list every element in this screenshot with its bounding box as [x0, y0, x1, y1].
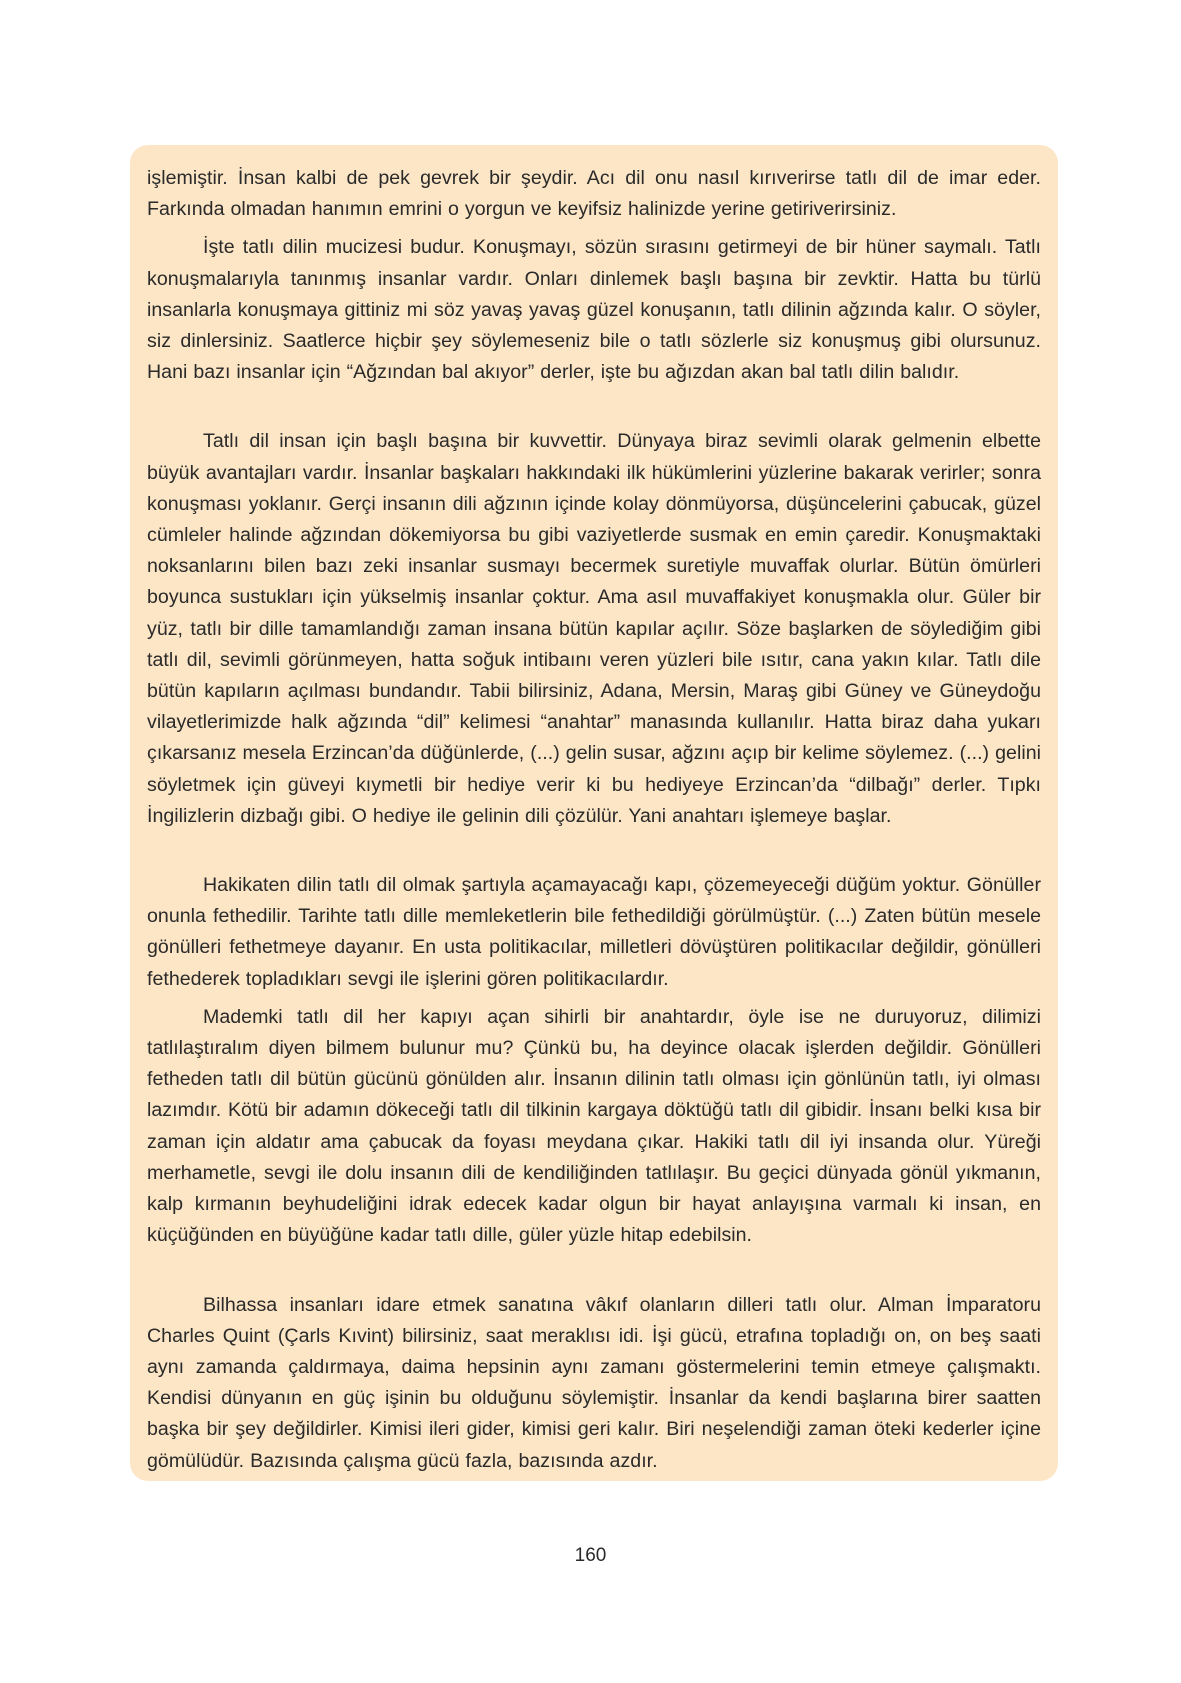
- paragraph-1: işlemiştir. İnsan kalbi de pek gevrek bir şeydir. Acı dil onu nasıl kırıverirse tatlı dil de imar eder. Farkında olmadan hanımın emrini o yorgun ve keyifsiz halinizde yerine getiriverirsiniz.: [147, 167, 1041, 221]
- paragraph-2: İşte tatlı dilin mucizesi budur. Konuşmayı, sözün sırasını getirmeyi de bir hüner saymalı. Tatlı konuşmalarıyla tanınmış insanlar vardır. Onları dinlemek başlı başına bir zevktir. Hatta bu türlü insanlarla konuşmaya gittiniz mi söz yavaş yavaş güzel konuşanın, tatlı dilinin ağzında kalır. O söyler, siz dinlersiniz. Saatlerce hiçbir şey söylemeseniz bile o tatlı sözlerle siz konuşmuş gibi olursunuz. Hani bazı insanlar için “Ağzından bal akıyor” derler, işte bu ağızdan akan bal tatlı dilin balıdır.: [147, 236, 1041, 384]
- page-number: 160: [574, 1545, 607, 1566]
- paragraph-5: Mademki tatlı dil her kapıyı açan sihirli bir anahtardır, öyle ise ne duruyoruz, dilimizi tatlılaştıralım diyen bilmem bulunur mu? Çünkü bu, ha deyince olacak işlerden değildir. Gönülleri fetheden tatlı dil bütün gücünü gönülden alır. İnsanın dilinin tatlı olması için gönlünün tatlı, iyi olması lazımdır. Kötü bir adamın dökeceği tatlı dil tilkinin kargaya döktüğü tatlı dil gibidir. İnsanı belki kısa bir zaman için aldatır ama çabucak da foyası meydana çıkar. Hakiki tatlı dil iyi insanda olur. Yüreği merhametle, sevgi ile dolu insanın dili de kendiliğinden tatlılaşır. Bu geçici dünyada gönül yıkmanın, kalp kırmanın beyhudeliğini idrak edecek kadar olgun bir hayat anlayışına varmalı ki insan, en küçüğünden en büyüğüne kadar tatlı dille, güler yüzle hitap edebilsin.: [147, 1005, 1041, 1247]
- paragraph-4: Hakikaten dilin tatlı dil olmak şartıyla açamayacağı kapı, çözemeyeceği düğüm yoktur. Gönüller onunla fethedilir. Tarihte tatlı dille memleketlerin bile fethedildiği görülmüştür. (...) Zaten bütün mesele gönülleri fethetmeye dayanır. En usta politikacılar, milletleri dövüştüren politikacılar değildir, gönülleri fethederek topladıkları sevgi ile işlerini gören politikacılardır.: [147, 874, 1041, 990]
- paragraph-3: Tatlı dil insan için başlı başına bir kuvvettir. Dünyaya biraz sevimli olarak gelmenin elbette büyük avantajları vardır. İnsanlar başkaları hakkındaki ilk hükümlerini yüzlerine bakarak verirler; sonra konuşması yoklanır. Gerçi insanın dili ağzının içinde kolay dönmüyorsa, düşüncelerini çabucak, güzel cümleler halinde ağzından dökemiyorsa bu gibi vaziyetlerde susmak en emin çaredir. Konuşmaktaki noksanlarını bilen bazı zeki insanlar susmayı becermek suretiyle muvaffak olurlar. Bütün ömürleri boyunca sustukları için yükselmiş insanlar çoktur. Ama asıl muvaffakiyet konuşmakla olur. Güler bir yüz, tatlı bir dille tamamlandığı zaman insana bütün kapılar açılır. Söze başlarken de söylediğim gibi tatlı dil, sevimli görünmeyen, hatta soğuk intibaını veren yüzleri bile ısıtır, cana yakın kılar. Tatlı dile bütün kapıların açılması bundandır. Tabii bilirsiniz, Adana, Mersin, Maraş gibi Güney ve Güneydoğu vilayetlerimizde halk ağzında “dil” kelimesi “anahtar” manasında kullanılır. Hatta biraz daha yukarı çıkarsanız mesela Erzincan’da düğünlerde, (...) gelin susar, ağzını açıp bir kelime söylemez. (...) gelini söyletmek için güveyi kıymetli bir hediye verir ki bu hediyeye Erzincan’da “dilbağı” derler. Tıpkı İngilizlerin dizbağı gibi. O hediye ile gelinin dili çözülür. Yani anahtarı işlemeye başlar.: [147, 430, 1041, 827]
- reading-text-box: [130, 145, 1058, 1481]
- paragraph-6: Bilhassa insanları idare etmek sanatına vâkıf olanların dilleri tatlı olur. Alman İmparatoru Charles Quint (Çarls Kıvint) bilirsiniz, saat meraklısı idi. İşi gücü, etrafına topladığı on, on beş saati aynı zamanda çaldırmaya, daima hepsinin aynı zamanı göstermelerini temin etmeye çalışmaktı. Kendisi dünyanın en güç işinin bu olduğunu söylemiştir. İnsanlar da kendi başlarına birer saatten başka bir şey değildirler. Kimisi ileri gider, kimisi geri kalır. Biri neşelendiği zaman öteki kederler içine gömülüdür. Bazısında çalışma gücü fazla, bazısında azdır.: [147, 1293, 1041, 1472]
